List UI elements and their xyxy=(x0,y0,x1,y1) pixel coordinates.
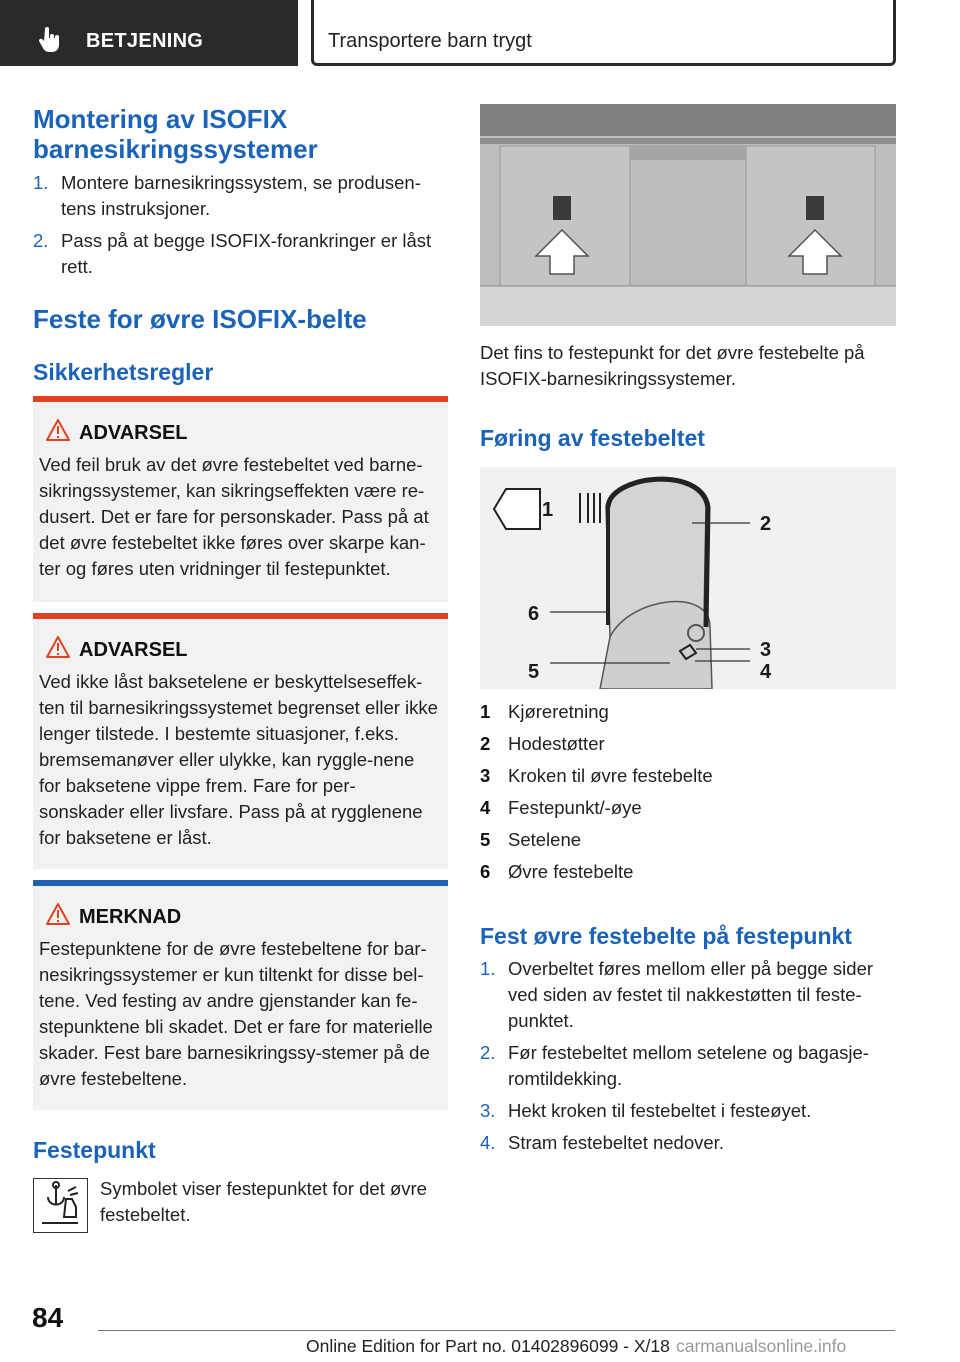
legend-number: 1 xyxy=(480,701,491,722)
legend-text: Festepunkt/-øye xyxy=(508,797,642,818)
list-item xyxy=(33,170,448,222)
step-number: 4. xyxy=(480,1132,496,1153)
list-item xyxy=(480,1040,896,1092)
callout-3: 3 xyxy=(760,639,772,661)
trunk-illustration xyxy=(480,104,896,326)
page-number: 84 xyxy=(32,1302,64,1333)
legend-item xyxy=(480,728,896,760)
warning-text: Ved ikke låst baksetelene er beskyttelseseffek-ten til barnesikringssystemet begrenset eller ikke lenger tilstede. I bestemte situasjoner, f.eks. bremsemanøver eller ulykke, kan ryggle-nene for baksetene vippe frem. Fare for per-sonskader eller livsfare. Pass på at rygglenene for baksetene er låst. xyxy=(39,671,438,848)
legend-text: Kroken til øvre festebelte xyxy=(508,765,713,786)
anchor-symbol xyxy=(33,1178,88,1233)
step-number: 2. xyxy=(33,230,49,251)
note-box xyxy=(33,880,448,1110)
warning-triangle-icon xyxy=(45,418,71,442)
footer-divider xyxy=(98,1330,895,1331)
heading-anchor: Festepunkt xyxy=(33,1137,156,1163)
page-header xyxy=(0,0,960,66)
step-number: 1. xyxy=(33,172,49,193)
legend-text: Øvre festebelte xyxy=(508,861,634,882)
note-label: MERKNAD xyxy=(79,906,182,928)
chapter-title: Transportere barn trygt xyxy=(328,30,532,52)
step-number: 2. xyxy=(480,1042,496,1063)
legend-text: Kjøreretning xyxy=(508,701,609,722)
step-number: 3. xyxy=(480,1100,496,1121)
routing-figure xyxy=(480,467,896,689)
edition-text: Online Edition for Part no. 01402896099 - X/18 xyxy=(306,1336,670,1356)
step-text: Montere barnesikringssystem, se produsen-tens instruksjoner. xyxy=(61,172,421,219)
warning-text: Ved feil bruk av det øvre festebeltet ved barne-sikringssystemer, kan sikringseffekten være re-dusert. Det er fare for personskader. Pass på at det øvre festebeltet ikke føres over skarpe kan-ter og føres uten vridninger til festepunktet. xyxy=(39,454,429,579)
isofix-steps xyxy=(33,170,448,280)
anchor-description: Symbolet viser festepunktet for det øvre festebeltet. xyxy=(100,1178,427,1225)
legend-number: 3 xyxy=(480,765,491,786)
warning-triangle-icon xyxy=(45,902,71,926)
step-text: Pass på at begge ISOFIX-forankringer er låst rett. xyxy=(61,230,432,277)
note-bar xyxy=(33,880,448,886)
watermark-text[interactable]: carmanualsonline.info xyxy=(676,1336,847,1356)
attach-steps xyxy=(480,956,896,1156)
heading-isofix: Montering av ISOFIX barnesikringssystemer xyxy=(33,104,318,164)
figure-legend xyxy=(480,696,896,888)
step-number: 1. xyxy=(480,958,496,979)
callout-4: 4 xyxy=(760,661,772,683)
callout-2: 2 xyxy=(760,513,772,535)
heading-safety-rules: Sikkerhetsregler xyxy=(33,359,214,385)
step-text: Overbeltet føres mellom eller på begge sider ved siden av festet til nakkestøtten til feste-punktet. xyxy=(508,958,874,1031)
legend-number: 5 xyxy=(480,829,491,850)
isofix-anchor-icon xyxy=(34,1179,86,1231)
warning-box-1 xyxy=(33,396,448,602)
isofix-photo xyxy=(480,104,896,326)
legend-item xyxy=(480,760,896,792)
callout-1: 1 xyxy=(542,499,554,521)
warning-label: ADVARSEL xyxy=(79,422,188,444)
legend-number: 2 xyxy=(480,733,491,754)
legend-item xyxy=(480,856,896,888)
chapter-box xyxy=(311,0,896,66)
legend-text: Setelene xyxy=(508,829,582,850)
list-item xyxy=(480,1130,896,1156)
list-item xyxy=(33,228,448,280)
step-text: Hekt kroken til festebeltet i festeøyet. xyxy=(508,1100,812,1121)
legend-number: 4 xyxy=(480,797,491,818)
warning-box-2 xyxy=(33,613,448,869)
legend-number: 6 xyxy=(480,861,491,882)
heading-attach: Fest øvre festebelte på festepunkt xyxy=(480,923,852,949)
list-item xyxy=(480,1098,896,1124)
callout-6: 6 xyxy=(528,603,540,625)
list-item xyxy=(480,956,896,1034)
hand-pointer-icon xyxy=(36,26,64,54)
legend-item xyxy=(480,824,896,856)
heading-tether: Feste for øvre ISOFIX-belte xyxy=(33,304,367,334)
heading-routing: Føring av festebeltet xyxy=(480,425,705,451)
step-text: Før festebeltet mellom setelene og bagasje-romtildekking. xyxy=(508,1042,869,1089)
warning-triangle-icon xyxy=(45,635,71,659)
section-label: BETJENING xyxy=(86,30,204,52)
legend-text: Hodestøtter xyxy=(508,733,605,754)
legend-item xyxy=(480,792,896,824)
callout-5: 5 xyxy=(528,661,540,683)
warning-label: ADVARSEL xyxy=(79,639,188,661)
legend-item xyxy=(480,696,896,728)
warning-bar xyxy=(33,613,448,619)
note-text: Festepunktene for de øvre festebeltene for bar-nesikringssystemer er kun tiltenkt for disse bel-tene. Ved festing av andre gjenstander kan fe-stepunktene bli skadet. Det er fare for materielle skader. Fest bare barnesikringssy-stemer på de øvre festebeltene. xyxy=(39,938,433,1089)
step-text: Stram festebeltet nedover. xyxy=(508,1132,724,1153)
photo-caption: Det fins to festepunkt for det øvre festebelte på ISOFIX-barnesikringssystemer. xyxy=(480,342,865,389)
warning-bar xyxy=(33,396,448,402)
section-tab[interactable] xyxy=(0,0,298,66)
